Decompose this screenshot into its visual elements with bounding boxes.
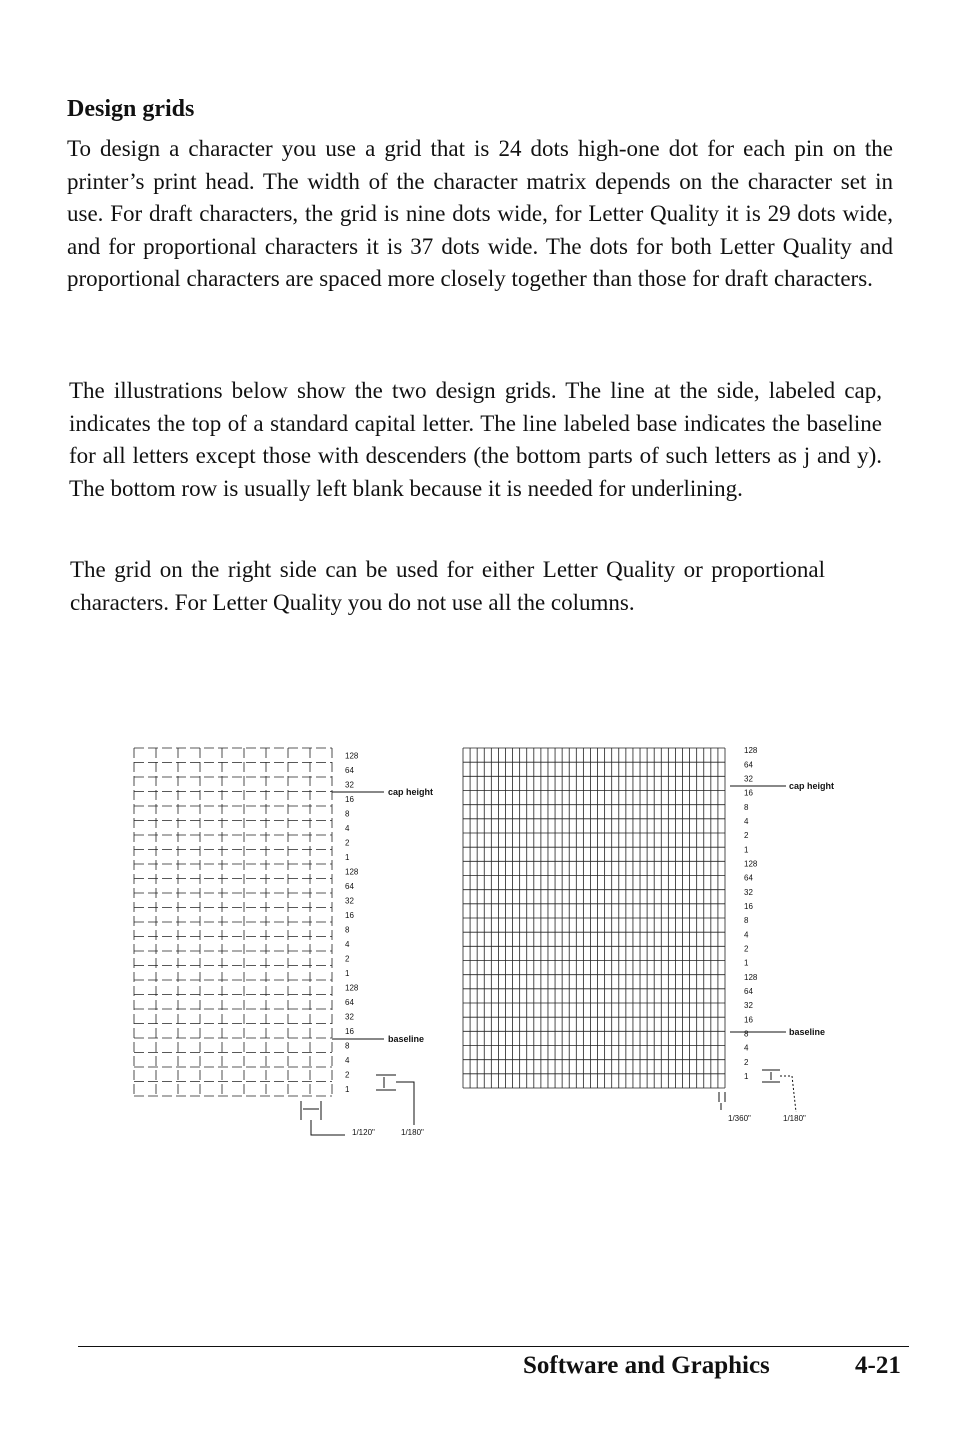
row-value-label: 1 bbox=[744, 845, 749, 855]
row-value-label: 128 bbox=[345, 751, 359, 761]
row-value-label: 1 bbox=[345, 968, 350, 978]
row-value-label: 64 bbox=[744, 873, 753, 883]
row-value-label: 64 bbox=[345, 997, 354, 1007]
left-base-label: baseline bbox=[388, 1034, 425, 1044]
row-value-label: 64 bbox=[744, 986, 753, 996]
row-value-label: 16 bbox=[345, 1026, 354, 1036]
row-value-label: 8 bbox=[345, 1041, 350, 1051]
row-value-label: 128 bbox=[744, 746, 758, 756]
footer-rule bbox=[78, 1346, 909, 1347]
section-heading: Design grids bbox=[67, 96, 195, 122]
row-value-label: 4 bbox=[744, 1043, 749, 1053]
row-value-label: 4 bbox=[345, 939, 350, 949]
right-grid-row-values bbox=[744, 746, 758, 1081]
row-value-label: 8 bbox=[744, 1029, 749, 1039]
row-value-label: 32 bbox=[345, 896, 354, 906]
left-vertical-spacing-marker bbox=[376, 1075, 414, 1125]
right-vertical-spacing-marker bbox=[762, 1070, 796, 1112]
row-value-label: 64 bbox=[345, 881, 354, 891]
draft-design-grid bbox=[134, 748, 332, 1096]
right-v-spacing-label: 1/180" bbox=[783, 1114, 806, 1123]
row-value-label: 32 bbox=[345, 1012, 354, 1022]
row-value-label: 8 bbox=[345, 925, 350, 935]
row-value-label: 16 bbox=[345, 794, 354, 804]
row-value-label: 2 bbox=[744, 831, 749, 841]
row-value-label: 32 bbox=[744, 887, 753, 897]
right-h-spacing-label: 1/360" bbox=[728, 1114, 751, 1123]
left-v-spacing-label: 1/180" bbox=[401, 1128, 424, 1137]
left-cap-label: cap height bbox=[388, 787, 434, 797]
row-value-label: 64 bbox=[345, 765, 354, 775]
left-horizontal-spacing-marker bbox=[301, 1101, 345, 1135]
footer-chapter-title: Software and Graphics bbox=[523, 1352, 770, 1379]
row-value-label: 4 bbox=[345, 1055, 350, 1065]
row-value-label: 16 bbox=[744, 1015, 753, 1025]
row-value-label: 16 bbox=[744, 901, 753, 911]
row-value-label: 8 bbox=[345, 809, 350, 819]
row-value-label: 32 bbox=[345, 780, 354, 790]
right-base-label: baseline bbox=[789, 1027, 826, 1037]
footer-page-number: 4-21 bbox=[855, 1352, 901, 1379]
row-value-label: 128 bbox=[744, 972, 758, 982]
row-value-label: 32 bbox=[744, 1001, 753, 1011]
row-value-label: 64 bbox=[744, 760, 753, 770]
right-horizontal-spacing-marker bbox=[719, 1092, 725, 1110]
row-value-label: 2 bbox=[345, 954, 350, 964]
paragraph-illustrations: The illustrations below show the two design grids. The line at the side, labeled cap, indicates the top of a standard capital letter. The line labeled base indicates the baseline for all letters except those with descenders (the bottom parts of such letters as j and y). The bottom row is usually left blank because it is needed for underlining. bbox=[69, 378, 882, 501]
paragraph-intro: To design a character you use a grid that is 24 dots high-one dot for each pin on the printer’s print head. The width of the character matrix depends on the character set in use. For draft characters, the grid is nine dots wide, for Letter Quality it is 29 dots wide, and for proportional characters it is 37 dots wide. The dots for both Letter Quality and proportional characters are spaced more closely together than those for draft characters. bbox=[67, 136, 893, 291]
row-value-label: 128 bbox=[345, 983, 359, 993]
lq-proportional-design-grid bbox=[463, 748, 725, 1088]
row-value-label: 2 bbox=[744, 944, 749, 954]
row-value-label: 4 bbox=[744, 930, 749, 940]
row-value-label: 8 bbox=[744, 802, 749, 812]
left-h-spacing-label: 1/120" bbox=[352, 1128, 375, 1137]
row-value-label: 1 bbox=[744, 1071, 749, 1081]
row-value-label: 1 bbox=[345, 852, 350, 862]
right-cap-label: cap height bbox=[789, 781, 835, 791]
row-value-label: 2 bbox=[345, 1070, 350, 1080]
left-grid-row-values bbox=[345, 751, 359, 1094]
row-value-label: 4 bbox=[345, 823, 350, 833]
row-value-label: 16 bbox=[345, 910, 354, 920]
row-value-label: 1 bbox=[345, 1084, 350, 1094]
row-value-label: 128 bbox=[345, 867, 359, 877]
row-value-label: 8 bbox=[744, 916, 749, 926]
row-value-label: 16 bbox=[744, 788, 753, 798]
row-value-label: 2 bbox=[345, 838, 350, 848]
row-value-label: 128 bbox=[744, 859, 758, 869]
paragraph-right-grid: The grid on the right side can be used for either Letter Quality or proportional characters. For Letter Quality you do not use all the columns. bbox=[70, 557, 825, 615]
row-value-label: 2 bbox=[744, 1057, 749, 1067]
row-value-label: 32 bbox=[744, 774, 753, 784]
row-value-label: 4 bbox=[744, 816, 749, 826]
row-value-label: 1 bbox=[744, 958, 749, 968]
